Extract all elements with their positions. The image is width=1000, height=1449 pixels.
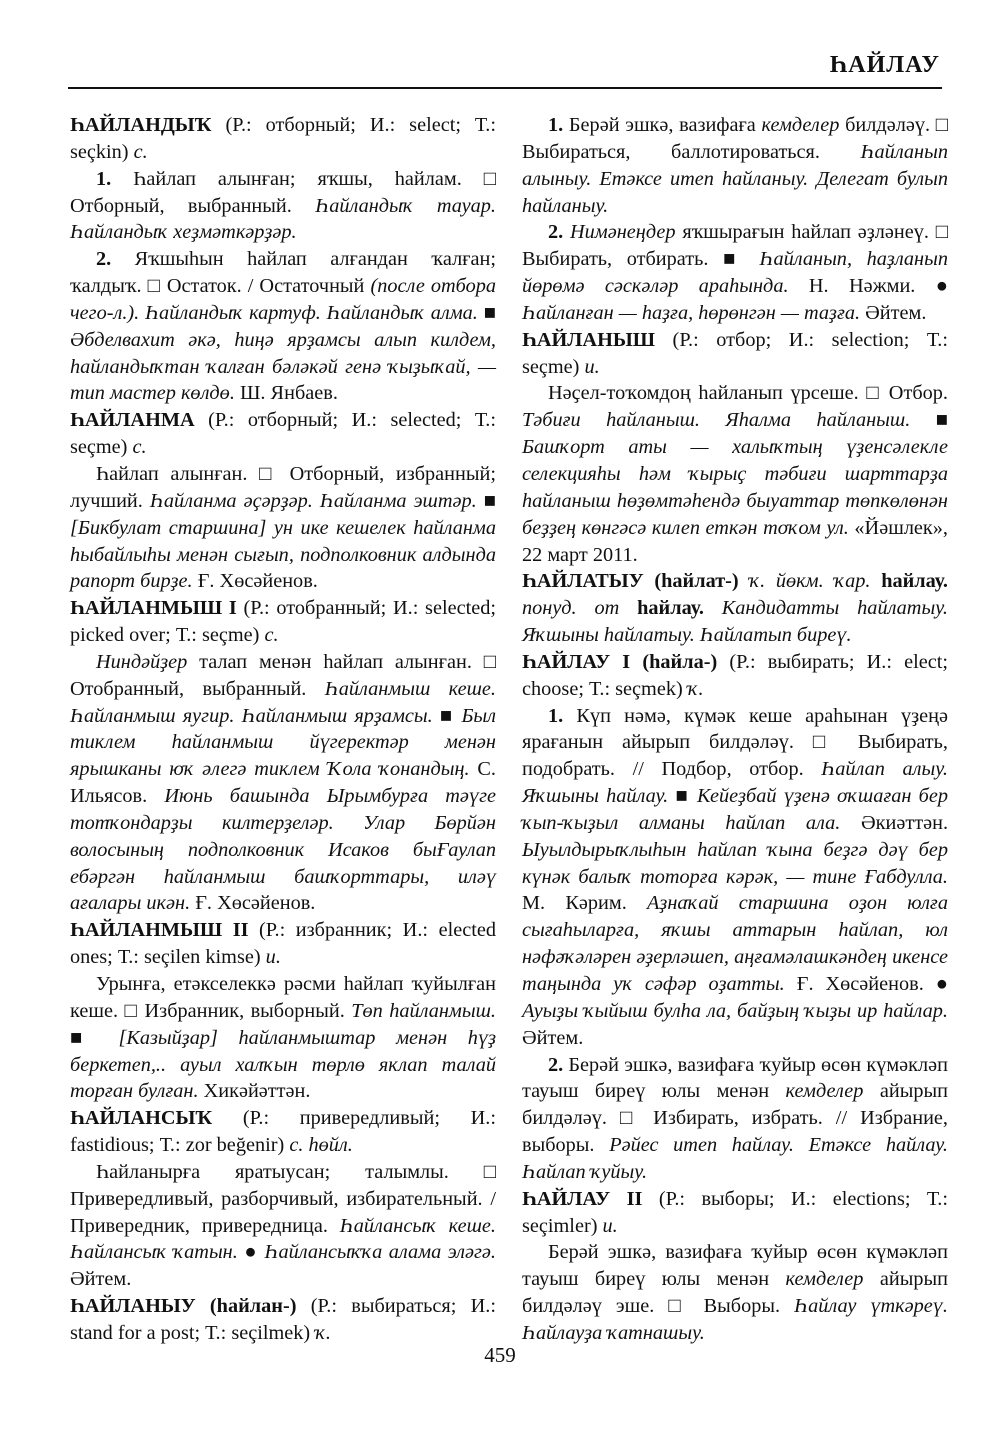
italic-text: Һайланмыш кеше. Һайланмыш яугир. Һайланмыш ярҙамсы.: [70, 677, 496, 727]
italic-text: Нимәнеңдер: [570, 221, 676, 244]
italic-text: Июнь башында Ырымбурға тәүге тотҡондарҙы килтерҙеләр. Улар Бөрйән волосының подполковник Исаков быҒаулап ебәргән һайланмыш башҡорттары, иләү ағалары икән.: [70, 785, 496, 915]
body-text: Һайлап алынған; яҡшы, һайлам. □ Отборный, выбранный.: [70, 167, 496, 217]
headword: ҺАЙЛАНЫШ: [522, 328, 656, 351]
headword: 1.: [548, 114, 564, 136]
italic-text: Һайланып, һаҙланып йөрөмә сәскәләр араһында.: [522, 248, 948, 298]
body-text: ■: [476, 489, 496, 512]
sense-paragraph: [522, 380, 948, 568]
italic-text: и.: [602, 1214, 618, 1237]
italic-text: Башҡорт аты — халыҡтың үҙенсәлекле селекцияһы һәм ҡырыҫ тәбиғи шарттарҙа һайланыш һөҙөмтәһендә быуаттар төпкөлөнән беҙҙең көнгәсә килеп еткән тоҡом ул.: [522, 436, 948, 539]
italic-text: Рәйес итеп һайлау. Етәксе һайлау. Һайлап ҡуйыу.: [522, 1134, 949, 1183]
dictionary-entry: [70, 1105, 496, 1159]
body-text: (Р.: отборный; И.: selected; Т.: seçme): [70, 409, 496, 459]
body-text: Берәй эшкә, вазифаға ҡуйыр өсөн күмәкләп тауыш биреү юлы менән: [522, 1241, 948, 1291]
italic-text: с.: [132, 436, 147, 459]
italic-text: Кандидатты һайлатыу. Яҡшыны һайлатыу. Һайлатып биреү.: [522, 597, 948, 647]
italic-text: Был тиклем һайланмыш йүгеректәр менән ярышканы юҡ әлегә тиклем Ҡола ҡонандың.: [70, 704, 496, 781]
body-text: талап менән һайлап алынған. □ Отобранный, выбранный.: [70, 650, 496, 700]
body-text: Н. Нәжми. ●: [788, 275, 948, 298]
body-text: Әйтем.: [860, 301, 927, 324]
italic-text: Ниндәйҙер: [96, 650, 188, 673]
body-text: Яҡшыһын һайлап алғандан ҡалған; ҡалдыҡ. □ Остаток. / Остаточный: [70, 248, 496, 298]
headword: һайлау.: [881, 570, 948, 593]
italic-text: кемделер: [785, 1080, 864, 1103]
headword: ҺАЙЛАТЫУ (һайлат-): [522, 570, 739, 593]
headword: 2.: [548, 221, 564, 244]
headword: 2.: [548, 1053, 564, 1076]
italic-text: Һайлансыҡҡа алама эләгә.: [264, 1241, 497, 1264]
body-text: Ш. Янбаев.: [234, 382, 338, 405]
italic-text: Һайландыҡ тауар. Һайландыҡ хеҙмәткәрҙәр.: [70, 194, 496, 244]
page-number: 459: [484, 1343, 516, 1367]
italic-text: Һайлансыҡ кеше. Һайлансыҡ ҡатын.: [70, 1214, 497, 1264]
body-text: Һайлап алынған. □ Отборный, избранный; лучший.: [70, 462, 496, 512]
body-text: (Р.: отобранный; И.: selected; picked over; Т.: seçme): [70, 597, 496, 647]
italic-text: Ыуылдырыҡлыһын һайлап ҡына беҙгә дәү бер күнәк балыҡ тоторға кәрәк, — тине Ғабдулла.: [522, 838, 948, 888]
italic-text: Һайлап алыу. Яҡшыны һайлау.: [522, 758, 949, 808]
italic-text: понуд. от: [522, 597, 620, 620]
body-text: айырып билдәләү эше. □ Выборы.: [522, 1268, 948, 1318]
body-text: (Р.: выборы; И.: elections; Т.: seçimler): [522, 1187, 948, 1237]
headword: ҺАЙЛАНМА: [70, 409, 195, 432]
headword: ҺАЙЛАУ II: [522, 1187, 643, 1210]
body-text: [704, 597, 722, 619]
right-column: [522, 112, 948, 1347]
body-text: Ғ. Хөсәйенов. ●: [784, 973, 948, 995]
body-text: Әйтем.: [70, 1268, 132, 1291]
body-text: Әкиәттән.: [840, 811, 949, 834]
dictionary-entry: [522, 327, 948, 381]
header-rule: [68, 87, 942, 89]
headword: ҺАЙЛАНСЫҠ: [70, 1107, 213, 1130]
italic-text: Һайлау үткәреү. Һайлауҙа ҡатнашыу.: [522, 1295, 948, 1344]
italic-text: ҡ.: [315, 1321, 331, 1344]
dictionary-entry: [70, 407, 496, 461]
body-text: (Р.: выбирать; И.: elect; choose; Т.: seçmek): [522, 650, 948, 700]
body-text: (Р.: отборный; И.: select; Т.: seçkin): [70, 114, 496, 163]
headword: ҺАЙЛАНДЫҠ: [70, 114, 212, 136]
body-text: Берәй эшкә, вазифаға ҡуйыр өсөн күмәкләп тауыш биреү юлы менән: [522, 1053, 948, 1103]
sense-paragraph: [70, 971, 496, 1105]
italic-text: ҡ. йөкм. ҡар.: [749, 570, 871, 593]
sense-paragraph: [522, 1052, 948, 1186]
headword: 2.: [96, 248, 112, 271]
body-text: Әйтем.: [522, 1026, 584, 1049]
headword: ҺАЙЛАНМЫШ II: [70, 919, 249, 942]
sense-paragraph: [522, 112, 948, 219]
body-text: Ғ. Хөсәйенов.: [190, 892, 316, 915]
headword: 1.: [548, 704, 564, 727]
body-text: Ғ. Хөсәйенов.: [192, 570, 318, 593]
italic-text: Тәбиғи һайланыш. Яһалма һайланыш.: [522, 409, 911, 432]
body-text: (Р.: отбор; И.: selection; Т.: seçme): [522, 328, 948, 378]
body-text: ■: [70, 1026, 119, 1049]
running-head: ҺАЙЛАУ: [829, 52, 940, 78]
italic-text: с.: [264, 624, 279, 647]
body-text: ■: [432, 704, 462, 727]
italic-text: [Бикбулат старшина] ун ике кешелек һайланма һыбайлыһы менән сығып, подполковник алдында рапорт бирҙе.: [70, 516, 496, 593]
italic-text: Төп һайланмыш.: [351, 999, 496, 1022]
body-text: Һайланырға яратыусан; талымлы. □ Привередливый, разборчивый, избирательный. / Привередник, привередница.: [70, 1160, 496, 1237]
dictionary-entry: [70, 112, 496, 166]
sense-paragraph: [70, 166, 496, 247]
headword: ҺАЙЛАНМЫШ I: [70, 597, 237, 620]
italic-text: (после отбора чего-л.). Һайландыҡ картуф. Һайландыҡ алма.: [70, 275, 496, 324]
body-text: [563, 221, 570, 243]
body-text: Хикәйәттән.: [198, 1080, 311, 1103]
italic-text: ҡ.: [687, 677, 704, 700]
italic-text: и.: [265, 946, 281, 969]
body-text: (Р.: выбираться; И.: stand for a post; Т.: seçilmek): [70, 1295, 496, 1344]
body-text: ■: [910, 409, 948, 432]
body-text: «Йәшлек», 22 март 2011.: [522, 516, 949, 566]
body-text: (Р.: привередливый; И.: fastidious; Т.: zor beğenir): [70, 1107, 496, 1157]
body-text: ■: [477, 301, 496, 324]
body-text: [870, 570, 881, 592]
italic-text: Әбделвахит әкә, һиңә ярҙамсы алып килдем, һайландыҡтан ҡалған бәләкәй генә ҡыҙыҡай, — тип мастер көлдө.: [70, 328, 496, 405]
italic-text: кемделер: [785, 1268, 864, 1291]
body-text: (Р.: избранник; И.: elected ones; Т.: seçilen kimse): [70, 919, 496, 969]
sense-paragraph: [522, 219, 948, 326]
headword: һайлау.: [637, 597, 704, 620]
sense-paragraph: [70, 246, 496, 407]
dictionary-entry: [70, 917, 496, 971]
italic-text: кемделер: [761, 114, 840, 136]
dictionary-entry: [70, 595, 496, 649]
dictionary-entry: [522, 1186, 948, 1240]
italic-text: Кейеҙбай үҙенә оҡшаған бер ҡып-ҡыҙыл алманы һайлап ала.: [522, 785, 948, 834]
body-text: билдәләү. □ Выбираться, баллотироваться.: [522, 114, 948, 163]
dictionary-entry: [70, 1293, 496, 1347]
body-text: С. Ильясов.: [70, 758, 496, 808]
body-text: айырып билдәләү. □ Избирать, избрать. // Избрание, выборы.: [522, 1080, 948, 1157]
italic-text: Һайланып алыныу. Етәксе итеп һайланыу. Делегат булып һайланыу.: [522, 140, 948, 217]
italic-text: Һайланған — һаҙға, һөрөнгән — таҙға.: [522, 301, 861, 324]
italic-text: Аҙнаҡай старшина оҙон юлға сығаһыларға, яҡшы аттарын һайлап, юл нәфәҡәләрен әҙерләшеп, аңғамәлашкәндең икенсе таңында уҡ сәфәр оҙатты.: [522, 892, 948, 995]
italic-text: с. һөйл.: [289, 1134, 353, 1157]
headword: ҺАЙЛАНЫУ (һайлан-): [70, 1295, 297, 1318]
italic-text: с.: [133, 140, 148, 163]
body-text: [739, 570, 750, 592]
body-text: Күп нәмә, күмәк кеше араһынан үҙеңә ярағанын айырып билдәләү. □ Выбирать, подобрать. // Подбор, отбор.: [522, 704, 948, 781]
sense-paragraph: [70, 1159, 496, 1293]
italic-text: и.: [584, 355, 600, 378]
body-text: Берәй эшкә, вазифаға: [563, 114, 762, 136]
body-text: яҡшырағын һайлап әҙләнеү. □ Выбирать, отбирать. ■: [522, 221, 948, 271]
body-text: ●: [237, 1241, 265, 1264]
dictionary-entry: [522, 568, 948, 649]
headword: ҺАЙЛАУ I (һайла-): [522, 650, 718, 673]
left-column: [70, 112, 496, 1347]
dictionary-entry: [522, 649, 948, 703]
sense-paragraph: [522, 1239, 948, 1346]
italic-text: [Казыйҙар] һайланмыштар менән һүҙ беркетеп,.. ауыл халҡын төрлө яклап талай торған булған.: [70, 1026, 496, 1103]
body-text: ■: [668, 785, 698, 808]
sense-paragraph: [70, 461, 496, 595]
body-text: Нәҫел-тоҡомдоң һайланып үрсеше. □ Отбор.: [548, 382, 948, 405]
italic-text: Һайланма әҫәрҙәр. Һайланма эштәр.: [149, 489, 477, 512]
headword: 1.: [96, 167, 112, 190]
italic-text: Ауыҙы ҡыйыш булһа ла, байҙың ҡыҙы ир һайлар.: [522, 999, 948, 1022]
body-text: М. Кәрим.: [522, 892, 648, 915]
body-text: [619, 597, 637, 619]
body-text: Урынға, етәкселеккә рәсми һайлап ҡуйылған кеше. □ Избранник, выборный.: [70, 973, 496, 1022]
sense-paragraph: [70, 649, 496, 917]
sense-paragraph: [522, 703, 948, 1052]
